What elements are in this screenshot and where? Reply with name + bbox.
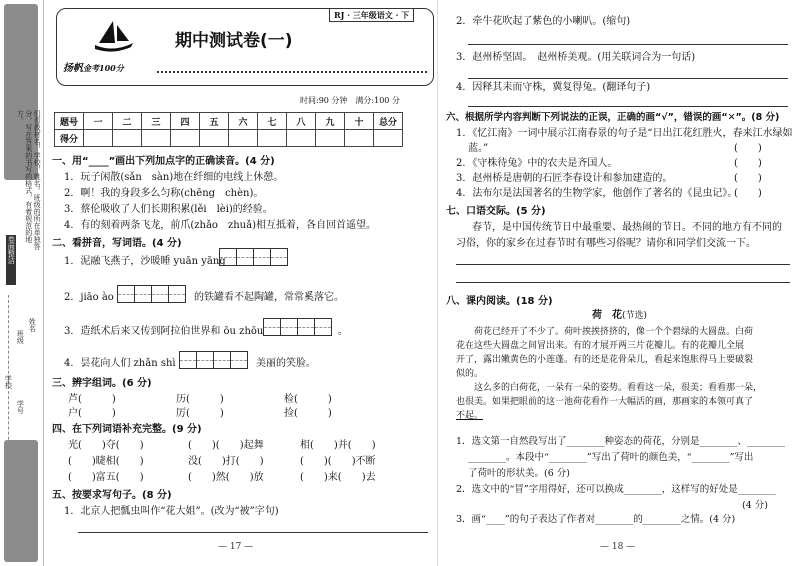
score-row-label: 得分 — [55, 130, 84, 147]
s6-item-1: 1．《忆江南》一词中展示江南春景的句子是“日出江花红胜火，春来江水绿如 — [456, 128, 793, 139]
grade-tag: RJ · 三年级语文 · 下 — [329, 8, 414, 22]
s8-q2-a: 2．选文中的“冒”字用得好，还可以换成________，这样写的好处是________ — [456, 484, 776, 495]
s6-paren-3[interactable]: ( ) — [734, 173, 762, 184]
s1-item-3: 3．蔡伦吸收了人们长期积累(lěi lèi)的经验。 — [64, 204, 273, 215]
s4-cell-1: 光( )夺( ) — [68, 440, 144, 451]
s3-cell-2: 历( ) — [176, 394, 224, 405]
score-header-cell: 总分 — [374, 113, 403, 130]
score-header-cell: 六 — [229, 113, 258, 130]
passage-line-4: 似的。 — [456, 368, 484, 379]
s2-item-4-rest: 美丽的笑脸。 — [256, 358, 316, 369]
score-input-cell[interactable] — [229, 130, 258, 147]
s6-item-4: 4．法布尔是法国著名的生物学家，他创作了著名的《昆虫记》。 — [456, 188, 738, 199]
r-item-4: 4．因释其耒而守株，冀复得兔。(翻译句子) — [456, 82, 651, 93]
r-answer-line-2[interactable] — [468, 44, 788, 45]
header-box — [56, 8, 434, 86]
passage-line-3: 开了，露出嫩黄色的小莲蓬。有的还是花骨朵儿，看起来饱胀得马上要破裂 — [456, 354, 754, 365]
exam-title: 期中测试卷(一) — [175, 31, 293, 51]
s3-cell-5: 厉( ) — [176, 408, 224, 419]
s7-answer-line-1[interactable] — [456, 264, 790, 265]
section-5-title: 五、按要求写句子。(8 分) — [52, 490, 172, 501]
s6-paren-4[interactable]: ( ) — [734, 188, 762, 199]
score-header-cell: 三 — [142, 113, 171, 130]
s2-answer-grid-2[interactable] — [118, 285, 186, 307]
s3-cell-6: 捡( ) — [284, 408, 332, 419]
s5-answer-line-1[interactable] — [78, 532, 428, 533]
s3-cell-4: 户( ) — [68, 408, 116, 419]
binding-strip — [0, 0, 44, 566]
strip-label-no: 学号 — [16, 400, 25, 414]
s4-cell-9: ( )来( )去 — [300, 472, 376, 483]
s8-q2-b: (4 分) — [742, 500, 768, 511]
s1-item-1: 1．玩子闲散(sǎn sàn)地在纤细的电线上休憩。 — [64, 172, 284, 183]
section-7-title: 七、口语交际。(5 分) — [446, 206, 546, 217]
header-dots — [157, 71, 427, 73]
score-input-cell[interactable] — [200, 130, 229, 147]
s5-item-1: 1．北京人把瓢虫叫作“花大姐”。(改为“被”字句) — [64, 506, 279, 517]
s3-cell-1: 芦( ) — [68, 394, 116, 405]
score-input-cell[interactable] — [374, 130, 403, 147]
section-3-title: 三、辨字组词。(6 分) — [52, 378, 152, 389]
strip-badge: 卷面整洁 — [6, 235, 16, 285]
s4-cell-2: ( )( )起舞 — [188, 440, 264, 451]
s6-paren-2[interactable]: ( ) — [734, 158, 762, 169]
s1-item-4: 4．有的刻着两条飞龙，前爪(zhǎo zhuǎ)相互抵着，各自回首遥望。 — [64, 220, 376, 231]
page-divider — [437, 0, 438, 566]
score-input-cell[interactable] — [316, 130, 345, 147]
section-6-title: 六、根据所学内容判断下列说法的正误，正确的画“√”，错误的画“✕”。(8 分) — [446, 112, 780, 123]
strip-label-class: 班级 — [16, 330, 25, 344]
s2-item-1: 1．泥融飞燕子，沙暖睡 yuān yāng — [64, 256, 226, 267]
page-number-left: — 17 — — [218, 542, 254, 552]
score-header-label: 题号 — [55, 113, 84, 130]
score-header-cell: 二 — [113, 113, 142, 130]
score-header-cell: 五 — [200, 113, 229, 130]
passage-line-5: 这么多的白荷花，一朵有一朵的姿势。看看这一朵，很美；看看那一朵， — [474, 382, 763, 393]
left-page — [48, 0, 433, 566]
score-input-cell[interactable] — [345, 130, 374, 147]
score-header-cell: 一 — [84, 113, 113, 130]
r-answer-line-4[interactable] — [468, 106, 788, 107]
s8-q1-a: 1．选文第一自然段写出了________种姿态的荷花，分别是________、________ — [456, 436, 786, 447]
reading-passage — [456, 326, 796, 424]
s4-cell-4: ( )睫相( ) — [68, 456, 144, 467]
s6-item-1b: 蓝。” — [468, 143, 489, 154]
s2-item-3: 3．造纸术后来又传到阿拉伯世界和 ōu zhōu — [64, 326, 264, 337]
page-number-right: — 18 — — [600, 542, 636, 552]
score-input-cell[interactable] — [258, 130, 287, 147]
score-input-cell[interactable] — [113, 130, 142, 147]
s4-cell-8: ( )然( )放 — [188, 472, 264, 483]
s2-item-3-rest: 。 — [338, 326, 348, 337]
s2-item-2-rest: 的铁罐看不起陶罐，常常奚落它。 — [194, 292, 344, 303]
r-item-2: 2．牵牛花吹起了紫色的小喇叭。(缩句) — [456, 16, 631, 27]
r-answer-line-3[interactable] — [468, 78, 788, 79]
passage-line-6: 也很美。如果把眼前的这一池荷花看作一大幅活的画，那画家的本领可真了 — [456, 396, 754, 407]
s4-cell-3: 相( )并( ) — [300, 440, 376, 451]
s4-cell-5: 没( )打( ) — [188, 456, 264, 467]
passage-line-1: 荷花已经开了不少了。荷叶挨挨挤挤的，像一个个碧绿的大圆盘。白荷 — [474, 327, 754, 337]
strip-instructions: 们看教材名，学校，姓名。班级的所在单独答分，写在答案的书写的格式，有着规范的地方。 — [16, 110, 42, 250]
strip-label-school: 学校 — [4, 375, 13, 389]
section-1-title: 一、用“____”画出下列加点字的正确读音。(4 分) — [52, 156, 275, 167]
s2-answer-grid-1[interactable] — [220, 248, 288, 270]
s2-answer-grid-4[interactable] — [180, 351, 248, 373]
s7-para-1: 春节，是中国传统节日中最重要、最热闹的节日。不同的地方有不同的 — [472, 222, 782, 233]
sailboat-logo-icon — [91, 19, 137, 53]
s3-cell-3: 检( ) — [284, 394, 332, 405]
score-header-cell: 四 — [171, 113, 200, 130]
section-4-title: 四、在下列词语补充完整。(9 分) — [52, 424, 202, 435]
score-input-cell[interactable] — [287, 130, 316, 147]
right-page — [442, 0, 798, 566]
logo-text: 扬帆金考100分 — [63, 63, 124, 74]
s8-q3: 3．画“____”的句子表达了作者对________的________之情。(4 分) — [456, 514, 736, 525]
s8-q1-c: 了荷叶的形状美。(6 分) — [468, 468, 570, 479]
s8-q1-b: ________。本段中“________”写出了荷叶的颜色美，“________”写出 — [468, 452, 754, 463]
score-table — [54, 112, 403, 147]
strip-band-bottom — [4, 440, 38, 562]
s2-item-4: 4．昙花向人们 zhǎn shì — [64, 358, 176, 369]
s6-item-3: 3．赵州桥是唐朝的石匠李春设计和参加建造的。 — [456, 173, 673, 184]
score-header-cell: 十 — [345, 113, 374, 130]
passage-line-2: 花在这些大圆盘之间冒出来。有的才展开两三片花瓣儿。有的花瓣儿全展 — [456, 340, 745, 351]
s2-answer-grid-3[interactable] — [264, 318, 332, 340]
score-header-cell: 八 — [287, 113, 316, 130]
score-input-cell[interactable] — [171, 130, 200, 147]
s7-answer-line-2[interactable] — [456, 282, 790, 283]
score-input-cell[interactable] — [142, 130, 171, 147]
r-item-3: 3．赵州桥坚固。 赵州桥美观。(用关联词合为一句话) — [456, 52, 696, 63]
s2-item-2: 2．jiāo ào — [64, 292, 114, 303]
strip-label-name: 姓名 — [28, 318, 37, 332]
s4-cell-6: ( )( )不断 — [300, 456, 376, 467]
score-input-cell[interactable] — [84, 130, 113, 147]
s6-paren-1[interactable]: ( ) — [734, 143, 762, 154]
s4-cell-7: ( )富五( ) — [68, 472, 144, 483]
time-limit: 时间:90 分钟 满分:100 分 — [300, 96, 400, 105]
s7-para-2: 习俗，你的家乡在过春节时有哪些习俗呢？请你和同学们交流一下。 — [456, 238, 756, 249]
s1-item-2: 2．啊！我的身段多么匀称(chēng chèn)。 — [64, 188, 264, 199]
poem-title: 荷 花(节选) — [592, 310, 648, 321]
s6-item-2: 2．《守株待兔》中的农夫是齐国人。 — [456, 158, 618, 169]
section-8-title: 八、课内阅读。(18 分) — [446, 296, 553, 307]
passage-line-7: 不起。 — [456, 410, 484, 421]
score-header-cell: 九 — [316, 113, 345, 130]
section-2-title: 二、看拼音，写词语。(4 分) — [52, 238, 182, 249]
score-header-cell: 七 — [258, 113, 287, 130]
